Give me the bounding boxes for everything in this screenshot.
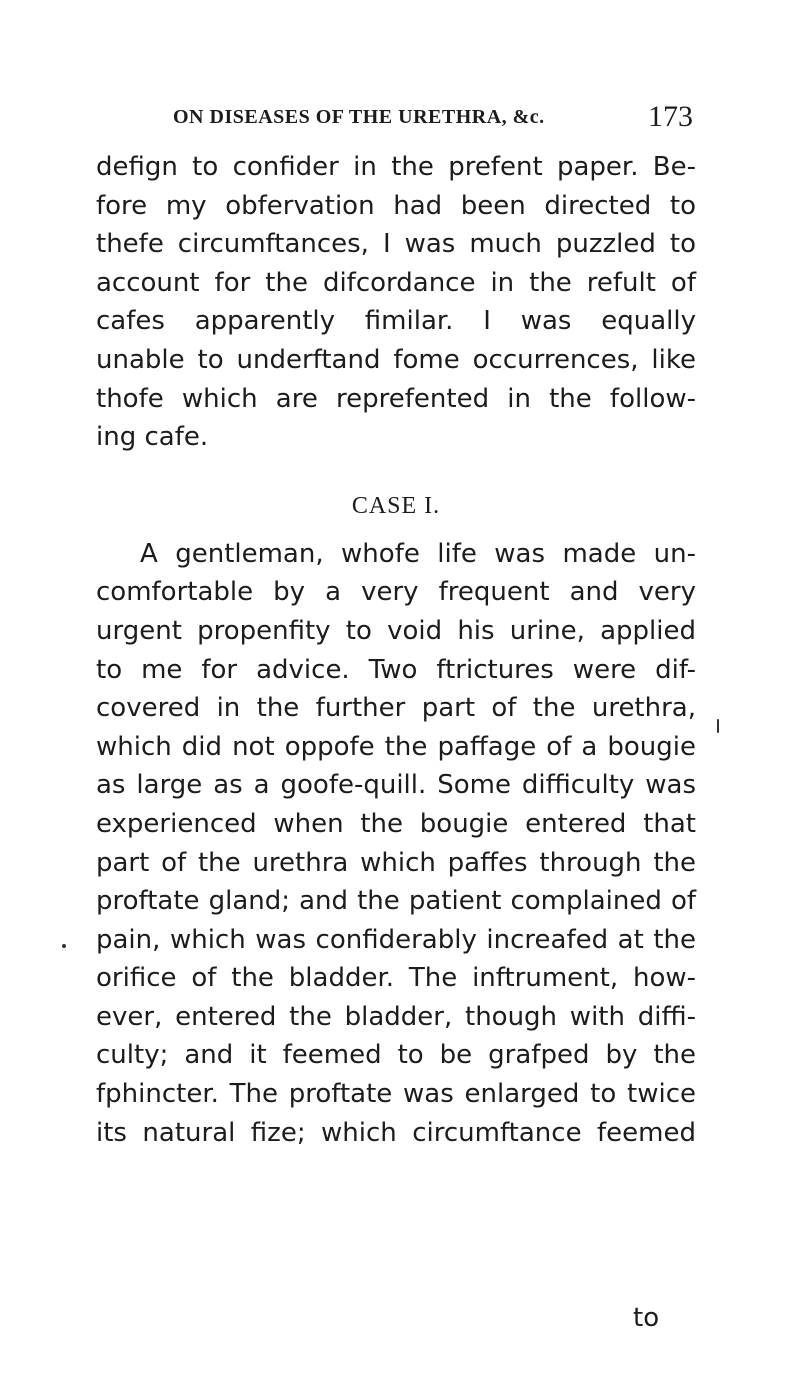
- text-line: as large as a goofe-quill. Some difficulty was: [96, 770, 696, 801]
- body-text: [96, 148, 696, 1152]
- case-heading: CASE I.: [351, 492, 441, 519]
- paragraph-1: [96, 148, 696, 457]
- text-line: culty; and it feemed to be grafped by the: [96, 1040, 696, 1071]
- catchword: to: [633, 1303, 660, 1333]
- text-line: fphincter. The proftate was enlarged to twice: [96, 1079, 696, 1110]
- text-line: thefe circumftances, I was much puzzled to: [96, 229, 696, 260]
- paragraph-2: [96, 535, 696, 1153]
- text-line: urgent propenfity to void his urine, applied: [96, 615, 696, 646]
- ink-speck: [62, 944, 66, 948]
- ink-speck: [717, 719, 719, 733]
- text-line: cafes apparently fimilar. I was equally: [96, 306, 696, 337]
- text-line: which did not oppofe the paffage of a bougie: [96, 731, 696, 762]
- text-line: to me for advice. Two ftrictures were dif-: [96, 654, 696, 685]
- text-line: ever, entered the bladder, though with diffi-: [96, 1001, 696, 1032]
- text-line: thofe which are reprefented in the follow-: [96, 383, 696, 414]
- text-line: covered in the further part of the urethra,: [96, 693, 696, 724]
- text-line: unable to underftand fome occurrences, like: [96, 344, 696, 375]
- text-line: experienced when the bougie entered that: [96, 808, 696, 839]
- text-line: A gentleman, whofe life was made un-: [140, 538, 696, 569]
- running-head-title: ON DISEASES OF THE URETHRA, &c.: [173, 106, 545, 128]
- text-line: orifice of the bladder. The inftrument, how-: [96, 963, 696, 994]
- text-line: fore my obfervation had been directed to: [96, 190, 696, 221]
- text-line: its natural fize; which circumftance feemed: [96, 1117, 696, 1148]
- text-line: account for the difcordance in the refult of: [96, 267, 696, 298]
- page-number: 173: [648, 100, 693, 133]
- text-line: proftate gland; and the patient complained of: [96, 886, 696, 917]
- text-line: comfortable by a very frequent and very: [96, 577, 696, 608]
- text-line: pain, which was confiderably increafed at the: [96, 924, 696, 955]
- running-head: [173, 100, 693, 140]
- text-line: ing cafe.: [96, 422, 209, 453]
- text-line: part of the urethra which paffes through the: [96, 847, 696, 878]
- text-line: defign to confider in the prefent paper. Be-: [96, 152, 696, 182]
